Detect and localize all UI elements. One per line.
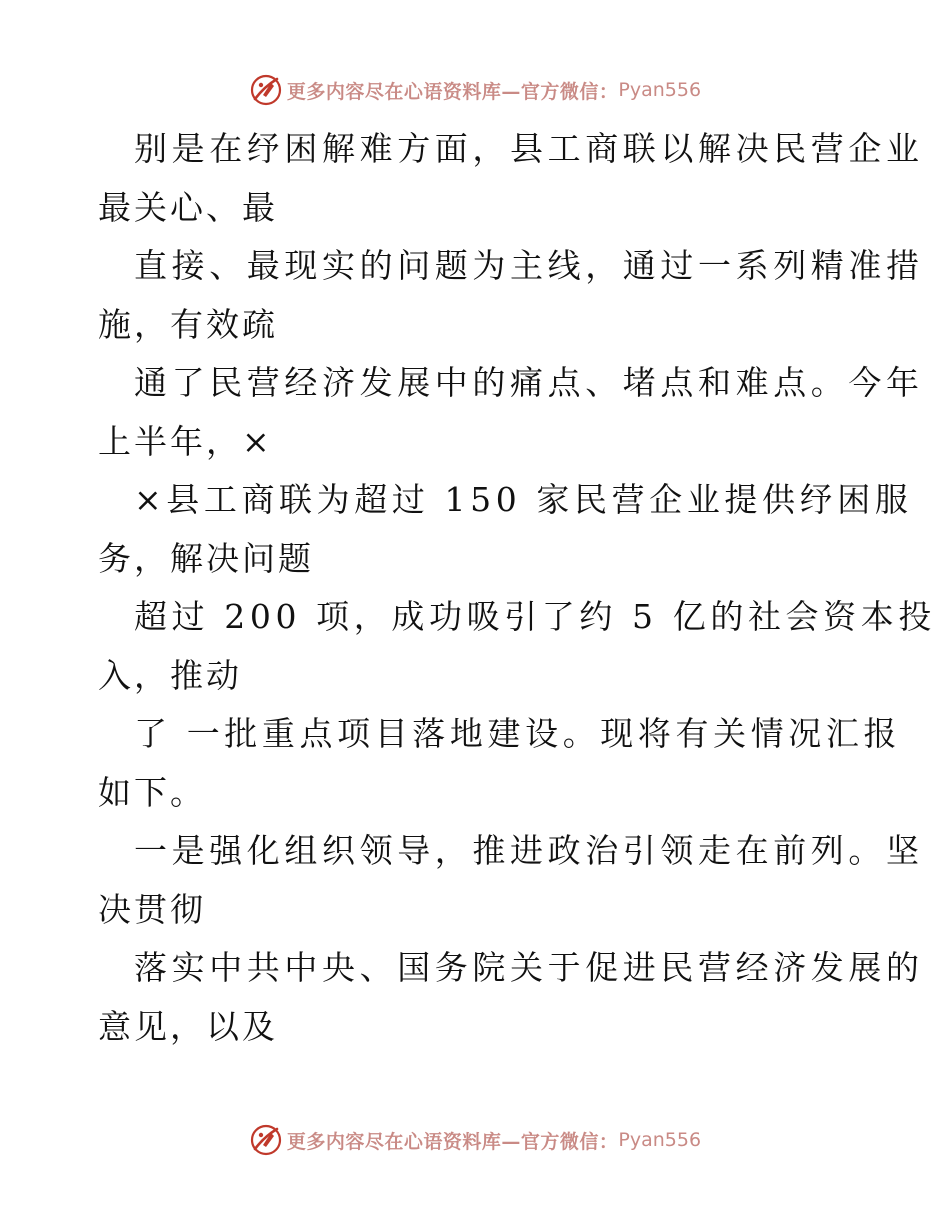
footer-wechat-id: Pyan556 — [618, 1129, 702, 1151]
text-line: 超过 200 项，成功吸引了约 5 亿的社会资本投 — [134, 597, 936, 636]
text-line: 意见，以及 — [98, 1006, 278, 1046]
text-line: 最关心、最 — [98, 187, 278, 227]
footer-banner-text: 更多内容尽在心语资料库—官方微信： — [286, 1130, 619, 1153]
footer-banner — [0, 1120, 950, 1160]
text-line: 直接、最现实的问题为主线，通过一系列精准措 — [134, 246, 924, 285]
logo-icon — [249, 1123, 283, 1157]
text-line: ×县工商联为超过 150 家民营企业提供纾困服 — [134, 480, 913, 519]
text-line: 务，解决问题 — [98, 538, 314, 578]
text-line: 别是在纾困解难方面，县工商联以解决民营企业 — [134, 129, 924, 168]
text-line: 落实中共中央、国务院关于促进民营经济发展的 — [134, 948, 924, 987]
document-body — [98, 120, 936, 1056]
text-line: 上半年，× — [98, 421, 273, 461]
text-line: 施，有效疏 — [98, 304, 278, 344]
text-line: 了 一批重点项目落地建设。现将有关情况汇报 — [134, 714, 902, 753]
logo-icon — [249, 73, 283, 107]
header-banner — [0, 70, 950, 110]
text-line: 一是强化组织领导，推进政治引领走在前列。坚 — [134, 831, 924, 870]
text-line: 决贯彻 — [98, 889, 206, 929]
text-line: 通了民营经济发展中的痛点、堵点和难点。今年 — [134, 363, 924, 402]
header-wechat-id: Pyan556 — [618, 79, 702, 101]
header-banner-text: 更多内容尽在心语资料库—官方微信： — [286, 80, 619, 103]
text-line: 入，推动 — [98, 655, 242, 695]
text-line: 如下。 — [98, 772, 206, 812]
